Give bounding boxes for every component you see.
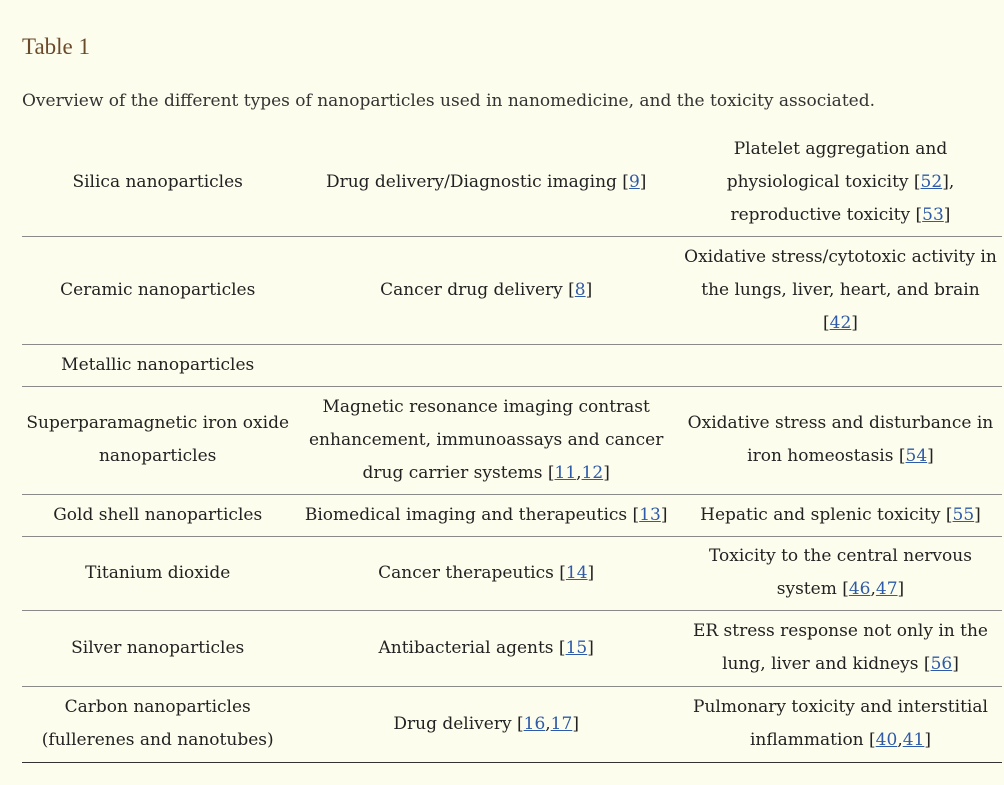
application-text: Magnetic resonance imaging contrast enhancement, immunoassays and cancer drug carrier systems [: [309, 396, 664, 483]
reference-link[interactable]: 46: [848, 579, 871, 599]
toxicity-text: Oxidative stress and disturbance in iron homeostasis [: [687, 413, 994, 466]
table-title: Table 1: [22, 34, 91, 59]
toxicity-cell: [679, 386, 1002, 494]
nanoparticle-type: Carbon nanoparticles (fullerenes and nanotubes): [41, 697, 274, 750]
application-cell: Biomedical imaging and therapeutics [13]: [293, 494, 679, 536]
toxicity-text: Toxicity to the central nervous system [: [709, 546, 972, 599]
application-text: Cancer therapeutics [: [378, 562, 566, 583]
application-cell: Magnetic resonance imaging contrast enhancement, immunoassays and cancer drug carrier systems [11,12]: [293, 386, 679, 494]
nanoparticle-type-cell: [22, 494, 293, 536]
toxicity-cell: [679, 536, 1002, 610]
nanoparticle-type: Silica nanoparticles: [72, 171, 243, 192]
reference-link[interactable]: 40: [875, 730, 898, 750]
reference-link[interactable]: 12: [581, 462, 604, 483]
nanoparticle-type: Silver nanoparticles: [71, 637, 245, 658]
reference-link[interactable]: 8: [574, 279, 586, 300]
reference-link[interactable]: 14: [565, 562, 588, 583]
application-cell: [293, 344, 679, 386]
toxicity-text: Oxidative stress/cytotoxic activity in the lungs, liver, heart, and brain [: [684, 246, 997, 333]
toxicity-text: Pulmonary toxicity and interstitial inflammation [: [693, 697, 988, 750]
application-cell: Cancer therapeutics [14]: [293, 536, 679, 610]
nanoparticle-type: Metallic nanoparticles: [61, 354, 255, 375]
nanoparticle-type-cell: [22, 344, 293, 386]
table-row: [22, 494, 1002, 536]
reference-link[interactable]: 41: [902, 730, 925, 750]
toxicity-text: ]: [897, 579, 905, 599]
nanoparticle-type: Ceramic nanoparticles: [60, 279, 256, 300]
application-text: Drug delivery/Diagnostic imaging [: [325, 171, 629, 192]
application-cell: Drug delivery/Diagnostic imaging [9]: [293, 129, 679, 236]
table-caption: Overview of the different types of nanoparticles used in nanomedicine, and the toxicity associated.: [22, 91, 875, 111]
toxicity-text: ]: [924, 730, 931, 750]
application-cell: Antibacterial agents [15]: [293, 610, 679, 686]
toxicity-cell: [679, 686, 1002, 762]
toxicity-text: Hepatic and splenic toxicity [: [700, 504, 953, 525]
toxicity-cell: [679, 344, 1002, 386]
nanoparticle-type: Superparamagnetic iron oxide nanoparticles: [26, 413, 290, 466]
reference-link[interactable]: 13: [639, 504, 661, 525]
application-text: Biomedical imaging and therapeutics [: [304, 504, 640, 525]
toxicity-text: ]: [851, 312, 858, 333]
toxicity-text: ER stress response not only in the lung, liver and kidneys [: [692, 621, 988, 674]
reference-link[interactable]: 16: [523, 713, 546, 734]
reference-link[interactable]: 47: [875, 579, 898, 599]
reference-link[interactable]: 17: [550, 713, 573, 734]
reference-link[interactable]: 53: [922, 204, 944, 225]
nanoparticle-type-cell: [22, 236, 293, 344]
toxicity-text: ]: [974, 504, 981, 525]
nanoparticle-type-cell: [22, 686, 293, 762]
table-row: [22, 236, 1002, 344]
nanoparticle-type-cell: [22, 536, 293, 610]
table-row: [22, 344, 1002, 386]
nanoparticle-table: [22, 129, 1002, 763]
toxicity-cell: [679, 610, 1002, 686]
toxicity-cell: [679, 494, 1002, 536]
table-body: [22, 129, 1002, 762]
nanoparticle-type-cell: [22, 129, 293, 236]
reference-link[interactable]: 52: [920, 171, 943, 192]
nanoparticle-type-cell: [22, 610, 293, 686]
reference-link[interactable]: 15: [565, 637, 588, 658]
toxicity-text: ,: [870, 579, 876, 599]
application-cell: Drug delivery [16,17]: [293, 686, 679, 762]
application-text: Antibacterial agents [: [378, 637, 566, 658]
reference-link[interactable]: 56: [930, 654, 953, 674]
application-text: Cancer drug delivery [: [380, 279, 575, 300]
reference-link[interactable]: 9: [628, 171, 640, 192]
reference-link[interactable]: 54: [905, 446, 928, 466]
table-row: [22, 536, 1002, 610]
table-row: [22, 386, 1002, 494]
nanoparticle-type: Titanium dioxide: [85, 562, 231, 583]
toxicity-text: ]: [943, 204, 951, 225]
toxicity-text: ]: [927, 446, 934, 466]
table-row: [22, 129, 1002, 236]
reference-link[interactable]: 55: [952, 504, 975, 525]
toxicity-text: ]: [952, 654, 959, 674]
toxicity-text: Platelet aggregation and physiological toxicity [: [726, 138, 948, 192]
reference-link[interactable]: 11: [554, 462, 577, 483]
table-row: [22, 610, 1002, 686]
nanoparticle-type: Gold shell nanoparticles: [53, 504, 263, 525]
application-cell: Cancer drug delivery [8]: [293, 236, 679, 344]
toxicity-cell: [679, 236, 1002, 344]
toxicity-cell: [679, 129, 1002, 236]
table-row: [22, 686, 1002, 762]
application-text: Drug delivery [: [393, 713, 524, 734]
toxicity-text: ,: [897, 730, 903, 750]
nanoparticle-type-cell: [22, 386, 293, 494]
toxicity-text: ], reproductive toxicity [: [730, 171, 955, 225]
reference-link[interactable]: 42: [829, 312, 852, 333]
